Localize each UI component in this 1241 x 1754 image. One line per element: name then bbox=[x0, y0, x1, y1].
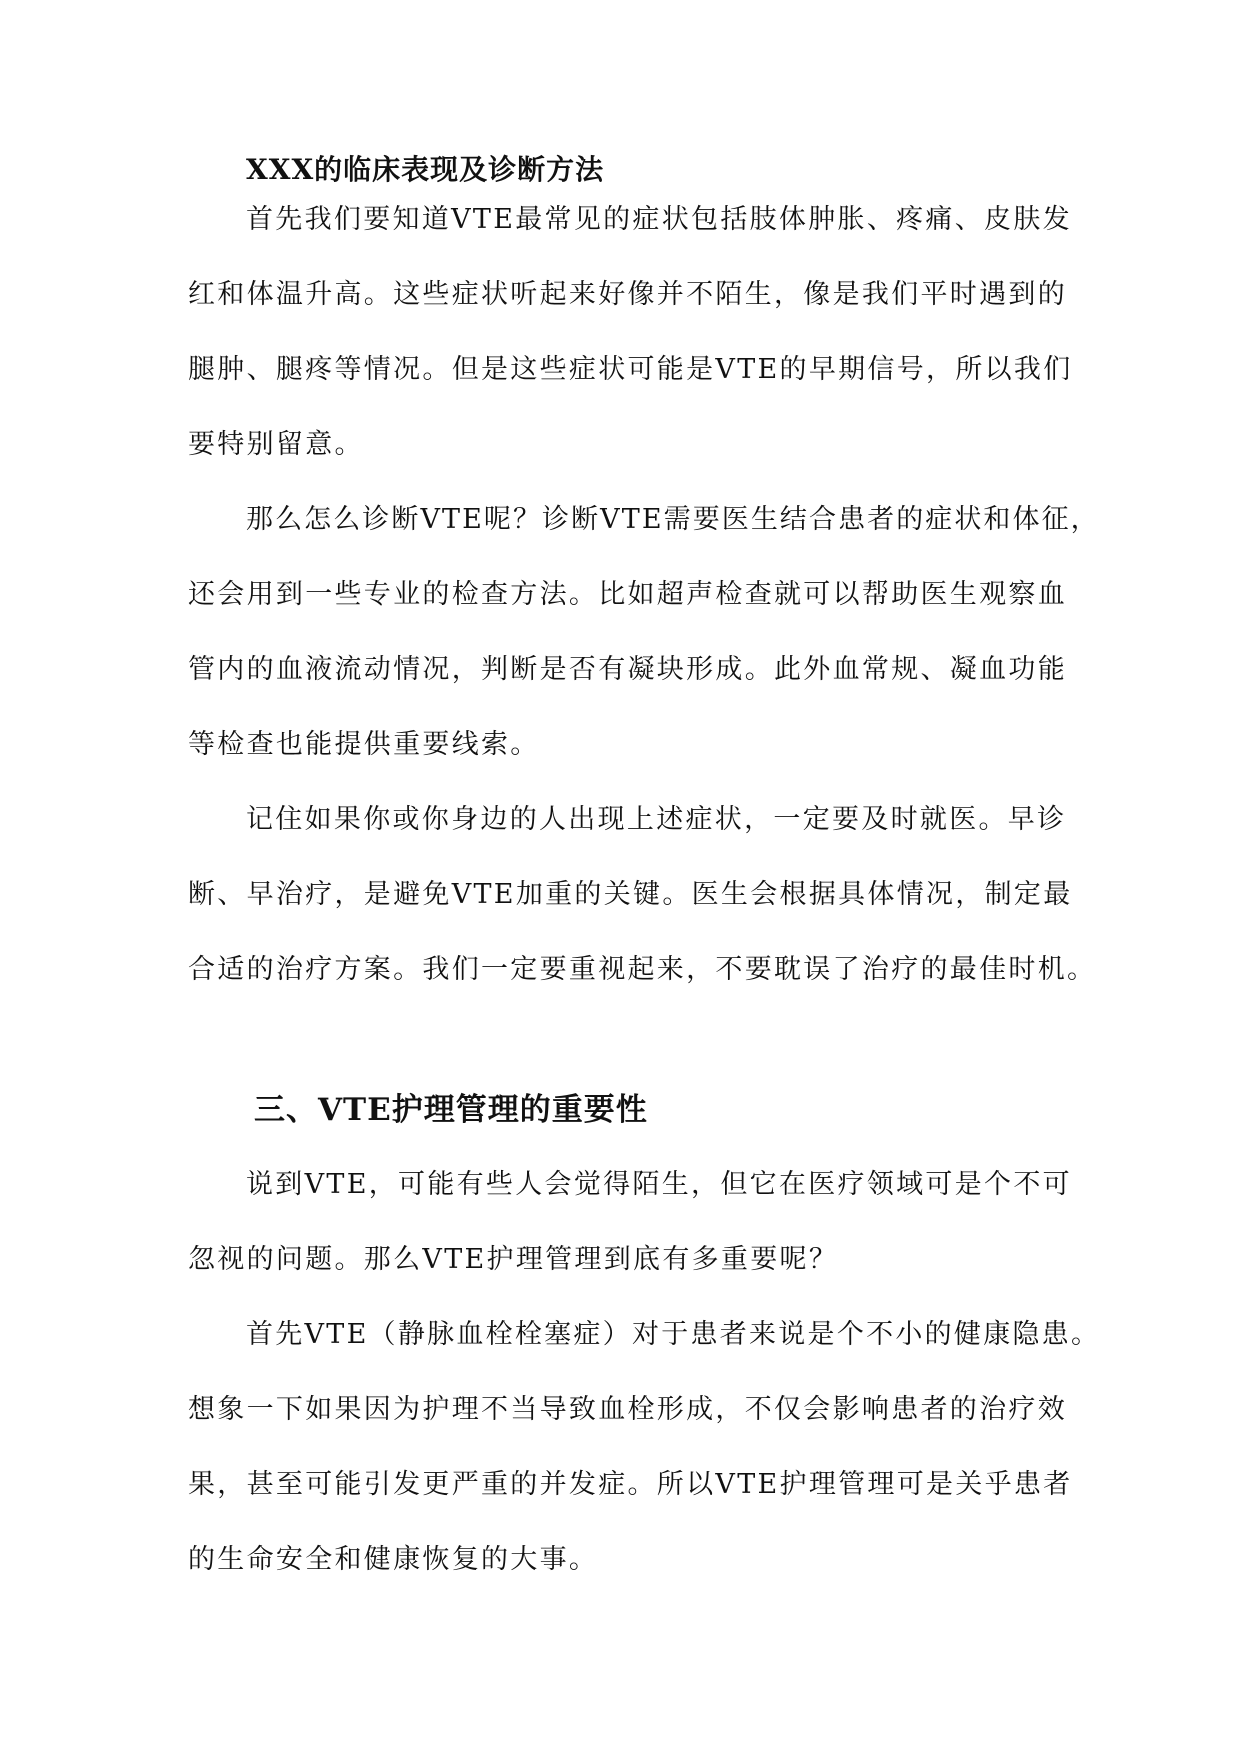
section-heading: 三、VTE护理管理的重要性 bbox=[254, 1092, 648, 1128]
paragraph-line: 的生命安全和健康恢复的大事。 bbox=[188, 1544, 599, 1575]
paragraph-line: 果，甚至可能引发更严重的并发症。所以VTE护理管理可是关乎患者 bbox=[188, 1469, 1073, 1500]
paragraph-line: 红和体温升高。这些症状听起来好像并不陌生，像是我们平时遇到的 bbox=[188, 279, 1067, 310]
paragraph-line: 等检查也能提供重要线索。 bbox=[188, 729, 540, 760]
paragraph-line: 要特别留意。 bbox=[188, 429, 364, 460]
paragraph-line: 合适的治疗方案。我们一定要重视起来，不要耽误了治疗的最佳时机。 bbox=[188, 954, 1097, 985]
paragraph-line: 腿肿、腿疼等情况。但是这些症状可能是VTE的早期信号，所以我们 bbox=[188, 354, 1073, 385]
paragraph-line: 还会用到一些专业的检查方法。比如超声检查就可以帮助医生观察血 bbox=[188, 579, 1067, 610]
paragraph-line: 忽视的问题。那么VTE护理管理到底有多重要呢？ bbox=[188, 1244, 839, 1275]
paragraph-line: 管内的血液流动情况，判断是否有凝块形成。此外血常规、凝血功能 bbox=[188, 654, 1067, 685]
paragraph-line: 那么怎么诊断VTE呢？诊断VTE需要医生结合患者的症状和体征， bbox=[246, 504, 1100, 535]
paragraph-line: 想象一下如果因为护理不当导致血栓形成，不仅会影响患者的治疗效 bbox=[188, 1394, 1067, 1425]
paragraph-line: 首先我们要知道VTE最常见的症状包括肢体肿胀、疼痛、皮肤发 bbox=[246, 204, 1072, 235]
paragraph-line: 首先VTE（静脉血栓栓塞症）对于患者来说是个不小的健康隐患。 bbox=[246, 1319, 1101, 1350]
paragraph-line: 断、早治疗，是避免VTE加重的关键。医生会根据具体情况，制定最 bbox=[188, 879, 1073, 910]
paragraph-line: 说到VTE，可能有些人会觉得陌生，但它在医疗领域可是个不可 bbox=[246, 1169, 1072, 1200]
paragraph-line: 记住如果你或你身边的人出现上述症状，一定要及时就医。早诊 bbox=[246, 804, 1067, 835]
section-subtitle: XXX的临床表现及诊断方法 bbox=[246, 153, 605, 186]
